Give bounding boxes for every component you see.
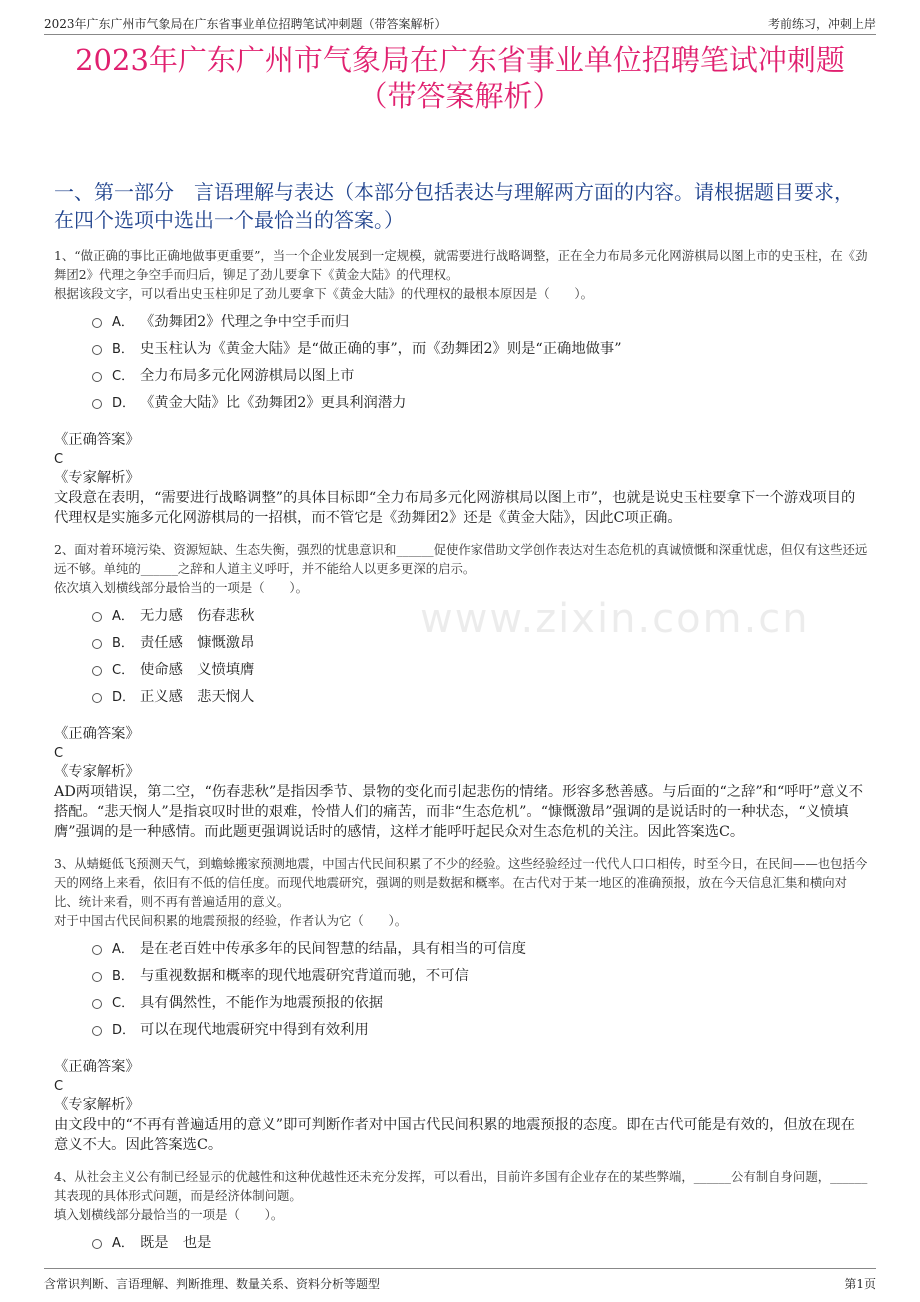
option-text: 是在老百姓中传承多年的民间智慧的结晶，具有相当的可信度 (140, 940, 527, 957)
option-text: 正义感 悲天悯人 (140, 688, 255, 705)
option-text: 《劲舞团2》代理之争中空手而归 (140, 313, 350, 330)
option-b[interactable] (92, 961, 868, 988)
option-text: 可以在现代地震研究中得到有效利用 (140, 1021, 369, 1038)
option-letter: B． (112, 969, 134, 984)
correct-answer-value: C (54, 452, 64, 467)
header-slogan: 考前练习，冲刺上岸 (767, 17, 876, 31)
option-text: 既是 也是 (140, 1234, 212, 1251)
expert-analysis-text: AD两项错误，第二空，“伤春悲秋”是指因季节、景物的变化而引起悲伤的情绪。形容多愁善感。与后面的“之辞”和“呼吁”意义不搭配。“悲天悯人”是指哀叹时世的艰难，怜惜人们的痛苦，而非“生态危机”。“慷慨激昂”强调的是说话时的一种状态，“义愤填膺”强调的是一种感情。而此题更强调说话时的感情，这样才能呼吁起民众对生态危机的关注。因此答案选C。 (54, 784, 864, 840)
title-line-1: 2023年广东广州市气象局在广东省事业单位招聘笔试冲刺题 (75, 43, 845, 77)
expert-analysis-label: 《专家解析》 (54, 764, 140, 780)
option-letter: D． (112, 690, 136, 705)
radio-icon[interactable] (92, 1026, 102, 1036)
option-a[interactable] (92, 601, 868, 628)
option-letter: B． (112, 636, 134, 651)
option-c[interactable] (92, 655, 868, 682)
option-letter: B． (112, 342, 134, 357)
option-text: 责任感 慷慨激昂 (140, 634, 255, 651)
document-title (40, 42, 880, 114)
option-list (92, 601, 868, 709)
option-list (92, 934, 868, 1042)
option-list (92, 1228, 868, 1255)
option-letter: C． (112, 369, 135, 384)
radio-icon[interactable] (92, 693, 102, 703)
option-d[interactable] (92, 388, 868, 415)
question-prompt: 依次填入划横线部分最恰当的一项是（ ）。 (54, 580, 309, 595)
correct-answer-label: 《正确答案》 (54, 726, 140, 742)
option-b[interactable] (92, 628, 868, 655)
option-c[interactable] (92, 988, 868, 1015)
question-1 (54, 246, 868, 528)
question-prompt: 对于中国古代民间积累的地震预报的经验，作者认为它（ ）。 (54, 913, 408, 928)
radio-icon[interactable] (92, 345, 102, 355)
option-letter: A． (112, 609, 134, 624)
radio-icon[interactable] (92, 612, 102, 622)
option-text: 全力布局多元化网游棋局以图上市 (140, 367, 355, 384)
option-text: 《黄金大陆》比《劲舞团2》更具利润潜力 (140, 394, 407, 411)
question-prompt: 根据该段文字，可以看出史玉柱卯足了劲儿要拿下《黄金大陆》的代理权的最根本原因是（ ）。 (54, 286, 593, 301)
question-4 (54, 1167, 868, 1255)
correct-answer-value: C (54, 746, 64, 761)
correct-answer-label: 《正确答案》 (54, 1059, 140, 1075)
radio-icon[interactable] (92, 666, 102, 676)
footer-description: 含常识判断、言语理解、判断推理、数量关系、资料分析等题型 (44, 1276, 381, 1291)
option-letter: D． (112, 396, 136, 411)
option-c[interactable] (92, 361, 868, 388)
page-footer (44, 1268, 876, 1293)
option-text: 具有偶然性，不能作为地震预报的依据 (140, 994, 384, 1011)
option-letter: C． (112, 996, 135, 1011)
header-document-title: 2023年广东广州市气象局在广东省事业单位招聘笔试冲刺题（带答案解析） (44, 17, 447, 31)
question-2 (54, 540, 868, 842)
expert-analysis-label: 《专家解析》 (54, 1097, 140, 1113)
expert-analysis-text: 文段意在表明，“需要进行战略调整”的具体目标即“全力布局多元化网游棋局以图上市”，也就是说史玉柱要拿下一个游戏项目的代理权是实施多元化网游棋局的一招棋，而不管它是《劲舞团2》还是《黄金大陆》，因此C项正确。 (54, 490, 856, 526)
radio-icon[interactable] (92, 399, 102, 409)
answer-block (54, 1058, 868, 1155)
section-heading: 一、第一部分 言语理解与表达（本部分包括表达与理解两方面的内容。请根据题目要求，在四个选项中选出一个最恰当的答案。） (54, 180, 854, 232)
option-a[interactable] (92, 1228, 868, 1255)
option-letter: A． (112, 315, 134, 330)
option-text: 无力感 伤春悲秋 (140, 607, 255, 624)
radio-icon[interactable] (92, 945, 102, 955)
radio-icon[interactable] (92, 639, 102, 649)
answer-block (54, 431, 868, 528)
radio-icon[interactable] (92, 1239, 102, 1249)
correct-answer-label: 《正确答案》 (54, 432, 140, 448)
question-text: 4、从社会主义公有制已经显示的优越性和这种优越性还未充分发挥，可以看出，目前许多国有企业存在的某些弊端，______公有制自身问题，______其表现的具体形式问题，而是经济体制问题。 (54, 1169, 868, 1203)
option-list (92, 307, 868, 415)
expert-analysis-label: 《专家解析》 (54, 470, 140, 486)
option-a[interactable] (92, 307, 868, 334)
option-a[interactable] (92, 934, 868, 961)
radio-icon[interactable] (92, 318, 102, 328)
question-text: 2、面对着环境污染、资源短缺、生态失衡，强烈的忧患意识和______促使作家借助文学创作表达对生态危机的真诚愤慨和深重忧虑，但仅有这些还远远不够。单纯的______之辞和人道主义呼吁，并不能给人以更多更深的启示。 (54, 542, 868, 576)
option-d[interactable] (92, 682, 868, 709)
option-letter: A． (112, 1236, 134, 1251)
option-letter: D． (112, 1023, 136, 1038)
question-prompt: 填入划横线部分最恰当的一项是（ ）。 (54, 1207, 284, 1222)
question-list (54, 246, 868, 1255)
question-text: 1、“做正确的事比正确地做事更重要”，当一个企业发展到一定规模，就需要进行战略调整，正在全力布局多元化网游棋局以图上市的史玉柱，在《劲舞团2》代理之争空手而归后，铆足了劲儿要拿下《黄金大陆》的代理权。 (54, 248, 868, 282)
question-text: 3、从蜻蜓低飞预测天气，到蟾蜍搬家预测地震，中国古代民间积累了不少的经验。这些经验经过一代代人口口相传，时至今日，在民间——也包括今天的网络上来看，依旧有不低的信任度。而现代地震研究，强调的则是数据和概率。在古代对于某一地区的准确预报，放在今天信息汇集和横向对比、统计来看，则不再有普遍适用的意义。 (54, 856, 868, 909)
radio-icon[interactable] (92, 999, 102, 1009)
option-b[interactable] (92, 334, 868, 361)
option-text: 史玉柱认为《黄金大陆》是“做正确的事”，而《劲舞团2》则是“正确地做事” (140, 340, 622, 357)
radio-icon[interactable] (92, 372, 102, 382)
answer-block (54, 725, 868, 842)
option-text: 使命感 义愤填膺 (140, 661, 255, 678)
title-line-2: （带答案解析） (358, 79, 562, 113)
option-letter: A． (112, 942, 134, 957)
page-header (44, 10, 876, 35)
option-letter: C． (112, 663, 135, 678)
watermark: www.zixin.com.cn (420, 596, 810, 642)
page-number: 第1页 (844, 1276, 876, 1291)
radio-icon[interactable] (92, 972, 102, 982)
option-d[interactable] (92, 1015, 868, 1042)
question-3 (54, 854, 868, 1155)
correct-answer-value: C (54, 1079, 64, 1094)
expert-analysis-text: 由文段中的“不再有普遍适用的意义”即可判断作者对中国古代民间积累的地震预报的态度。即在古代可能是有效的，但放在现在意义不大。因此答案选C。 (54, 1117, 855, 1153)
option-text: 与重视数据和概率的现代地震研究背道而驰，不可信 (140, 967, 469, 984)
